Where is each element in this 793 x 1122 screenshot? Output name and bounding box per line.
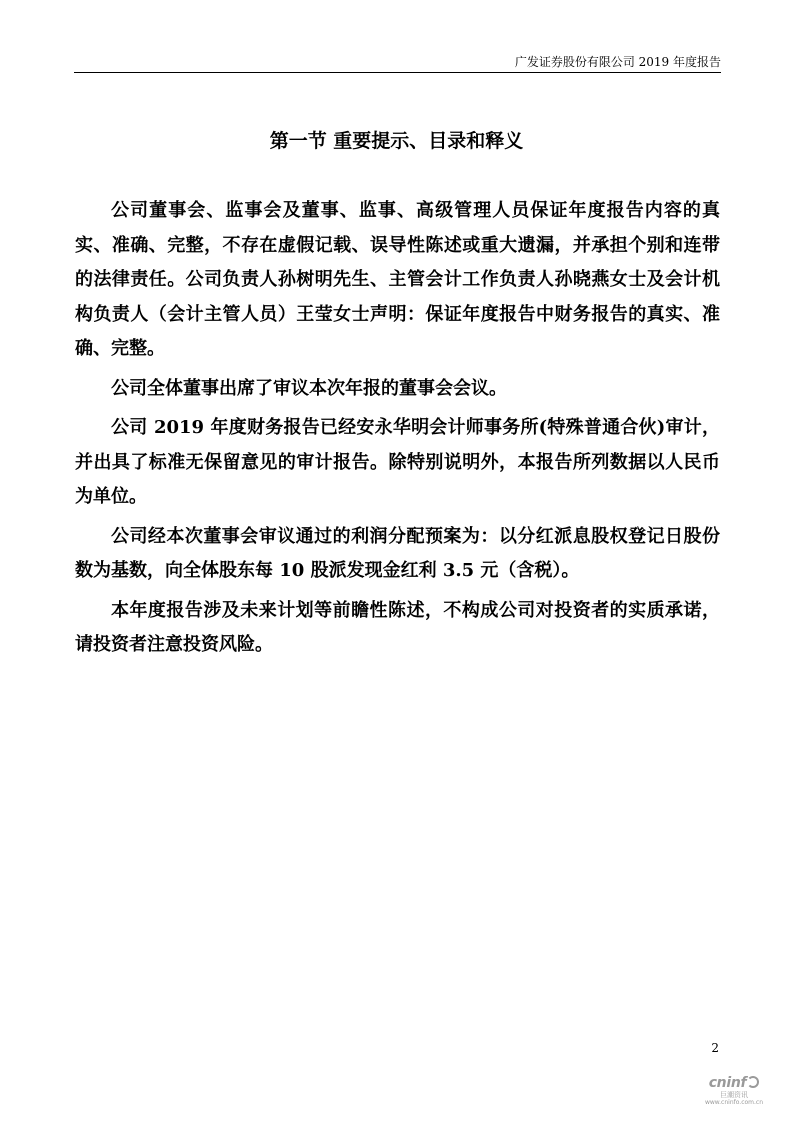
notice-body <box>75 194 720 668</box>
cninfo-logo <box>701 1076 767 1091</box>
section-title: 第一节 重要提示、目录和释义 <box>269 130 524 152</box>
cninfo-logo-text: cninf <box>708 1075 747 1091</box>
paragraph-board-attendance: 公司全体董事出席了审议本次年报的董事会会议。 <box>111 377 507 399</box>
paragraph-forward-looking-statement: 本年度报告涉及未来计划等前瞻性陈述，不构成公司对投资者的实质承诺，请投资者注意投资风险。 <box>75 599 720 655</box>
swirl-icon <box>747 1076 759 1088</box>
cninfo-chinese-name: 巨潮资讯 <box>720 1091 748 1099</box>
report-header-title: 广发证券股份有限公司 2019 年度报告 <box>514 55 721 69</box>
paragraph-responsibility-statement: 公司董事会、监事会及董事、监事、高级管理人员保证年度报告内容的真实、准确、完整，不存在虚假记载、误导性陈述或重大遗漏，并承担个别和连带的法律责任。公司负责人孙树明先生、主管会计工作负责人孙晓燕女士及会计机构负责人（会计主管人员）王莹女士声明：保证年度报告中财务报告的真实、准确、完整。 <box>75 200 720 359</box>
cninfo-watermark <box>701 1076 767 1106</box>
cninfo-url: www.cninfo.com.cn <box>704 1099 764 1106</box>
paragraph-profit-distribution: 公司经本次董事会审议通过的利润分配预案为：以分红派息股权登记日股份数为基数，向全体股东每 10 股派发现金红利 3.5 元（含税）。 <box>75 525 720 581</box>
header-divider <box>74 72 721 73</box>
paragraph-audit-opinion: 公司 2019 年度财务报告已经安永华明会计师事务所(特殊普通合伙)审计，并出具了标准无保留意见的审计报告。除特别说明外，本报告所列数据以人民币为单位。 <box>75 417 720 507</box>
page-number: 2 <box>711 1041 719 1055</box>
